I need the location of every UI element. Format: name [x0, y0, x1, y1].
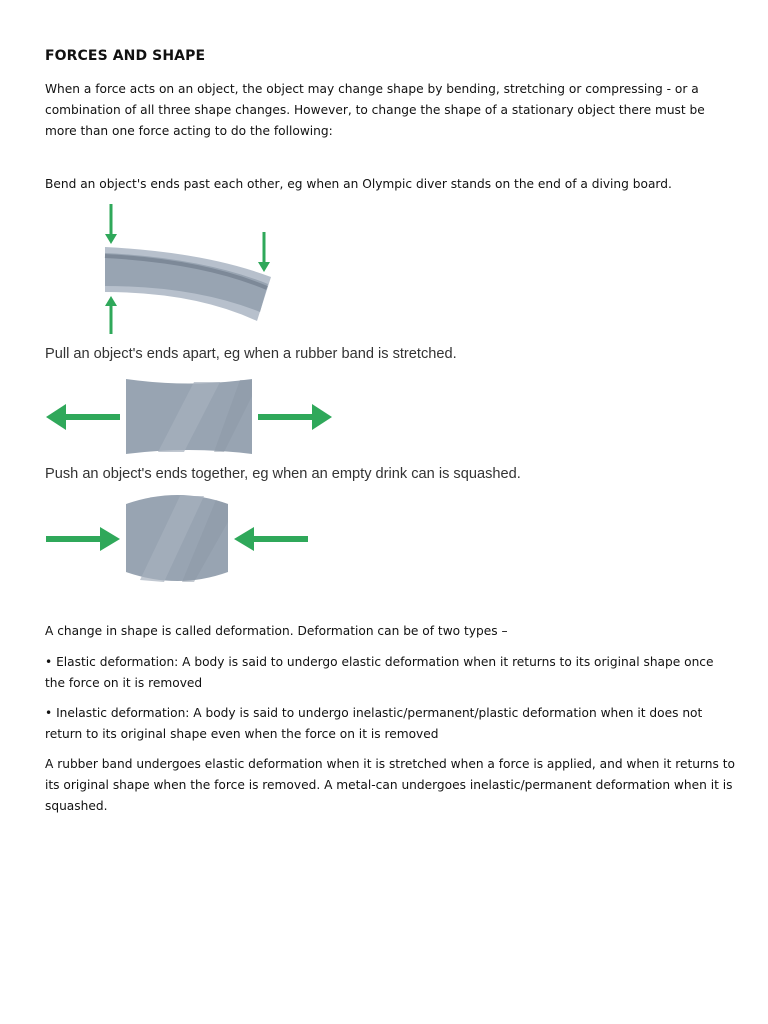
left-arrow-icon [46, 404, 120, 430]
push-figure [44, 492, 312, 586]
pull-caption: Pull an object's ends apart, eg when a rubber band is stretched. [45, 346, 457, 362]
intro-paragraph: When a force acts on an object, the object may change shape by bending, stretching or compressing - or a combination of all three shape changes. However, to change the shape of a stationary object there must be more than one force acting to do the following: [45, 82, 705, 138]
up-arrow-icon [105, 296, 117, 334]
push-caption: Push an object's ends together, eg when an empty drink can is squashed. [45, 466, 521, 482]
down-arrow-left-icon [105, 204, 117, 244]
right-push-arrow-icon [46, 527, 120, 551]
page-title: FORCES AND SHAPE [45, 48, 206, 64]
bend-caption: Bend an object's ends past each other, eg when an Olympic diver stands on the end of a diving board. [45, 177, 672, 191]
inelastic-deformation-item: • Inelastic deformation: A body is said to undergo inelastic/permanent/plastic deformation when it does not return to its original shape even when the force on it is removed [45, 706, 703, 741]
bend-figure [95, 200, 285, 340]
left-push-arrow-icon [234, 527, 308, 551]
deformation-intro: A change in shape is called deformation. Deformation can be of two types – [45, 624, 508, 638]
down-arrow-right-icon [258, 232, 270, 272]
elastic-deformation-item: • Elastic deformation: A body is said to undergo elastic deformation when it returns to its original shape once the force on it is removed [45, 655, 714, 690]
pull-figure [44, 376, 336, 460]
right-arrow-icon [258, 404, 332, 430]
example-paragraph: A rubber band undergoes elastic deformation when it is stretched when a force is applied, and when it returns to its original shape when the force is removed. A metal-can undergoes inelastic/permanent deformation when it is squashed. [45, 757, 735, 813]
